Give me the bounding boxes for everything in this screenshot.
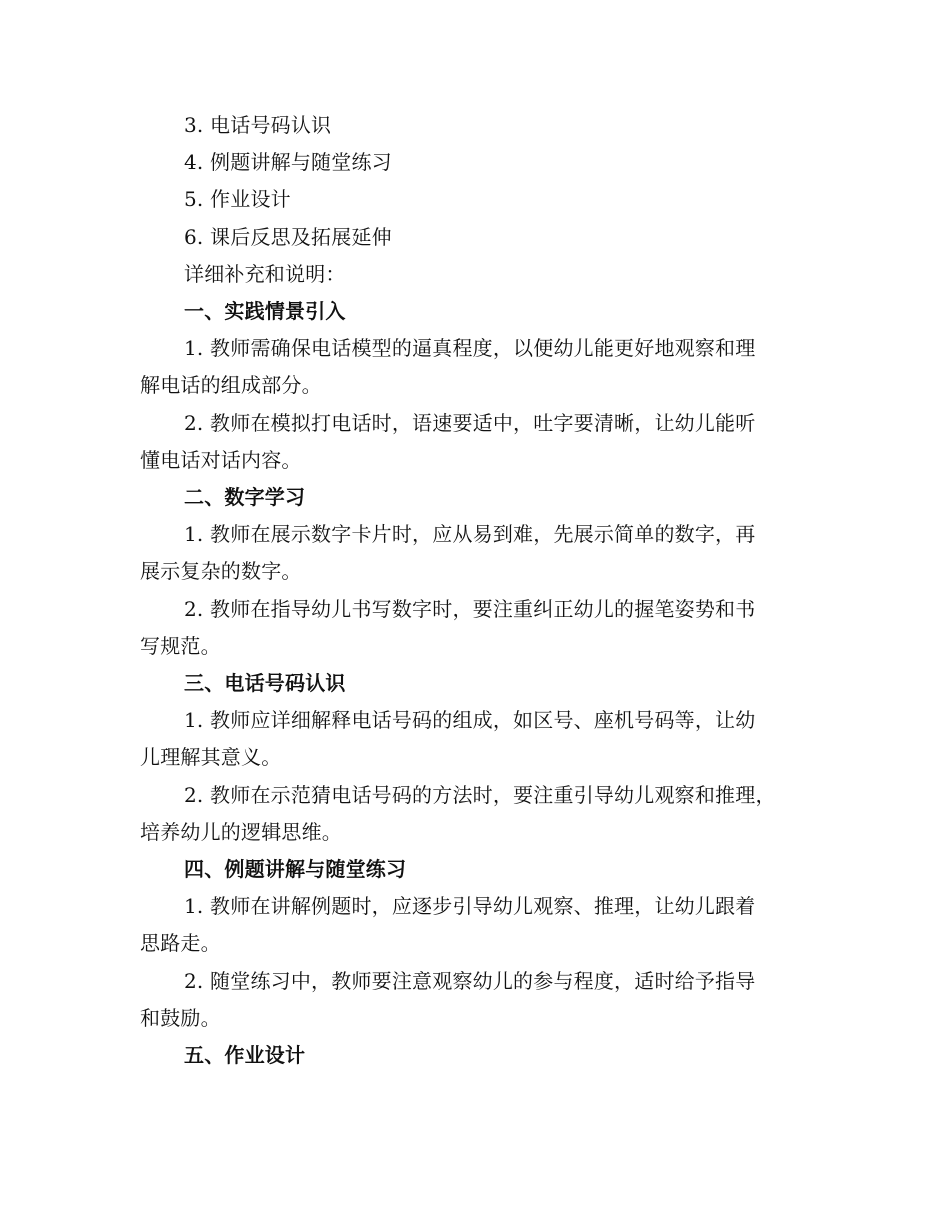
paragraph-line: 1. 教师在展示数字卡片时，应从易到难，先展示简单的数字，再 (184, 522, 756, 547)
paragraph-line: 儿理解其意义。 (140, 745, 282, 770)
section-heading: 二、数字学习 (184, 485, 306, 510)
paragraph-line: 展示复杂的数字。 (140, 559, 302, 584)
paragraph-line: 思路走。 (140, 931, 221, 956)
paragraph-line: 1. 教师在讲解例题时，应逐步引导幼儿观察、推理，让幼儿跟着 (184, 894, 756, 919)
intro-text: 详细补充和说明： (184, 261, 346, 286)
document-body (140, 107, 812, 1074)
paragraph-line: 解电话的组成部分。 (140, 373, 322, 398)
paragraph-line: 2. 教师在指导幼儿书写数字时，要注重纠正幼儿的握笔姿势和书 (184, 596, 756, 621)
paragraph-line: 懂电话对话内容。 (140, 447, 302, 472)
section-heading: 五、作业设计 (184, 1043, 306, 1068)
paragraph-line: 和鼓励。 (140, 1005, 221, 1030)
section-heading: 一、实践情景引入 (184, 299, 346, 324)
outline-item: 6. 课后反思及拓展延伸 (184, 224, 392, 249)
paragraph-line: 1. 教师应详细解释电话号码的组成，如区号、座机号码等，让幼 (184, 708, 756, 733)
paragraph-line: 2. 教师在示范猜电话号码的方法时，要注重引导幼儿观察和推理， (184, 782, 776, 807)
outline-item: 5. 作业设计 (184, 187, 291, 212)
paragraph-line: 1. 教师需确保电话模型的逼真程度，以便幼儿能更好地观察和理 (184, 336, 756, 361)
outline-item: 4. 例题讲解与随堂练习 (184, 150, 392, 175)
paragraph-line: 培养幼儿的逻辑思维。 (140, 819, 342, 844)
section-heading: 三、电话号码认识 (184, 671, 346, 696)
paragraph-line: 2. 随堂练习中，教师要注意观察幼儿的参与程度，适时给予指导 (184, 968, 756, 993)
paragraph-line: 2. 教师在模拟打电话时，语速要适中，吐字要清晰，让幼儿能听 (184, 410, 756, 435)
outline-item: 3. 电话号码认识 (184, 113, 332, 137)
paragraph-line: 写规范。 (140, 633, 221, 658)
section-heading: 四、例题讲解与随堂练习 (184, 857, 407, 882)
